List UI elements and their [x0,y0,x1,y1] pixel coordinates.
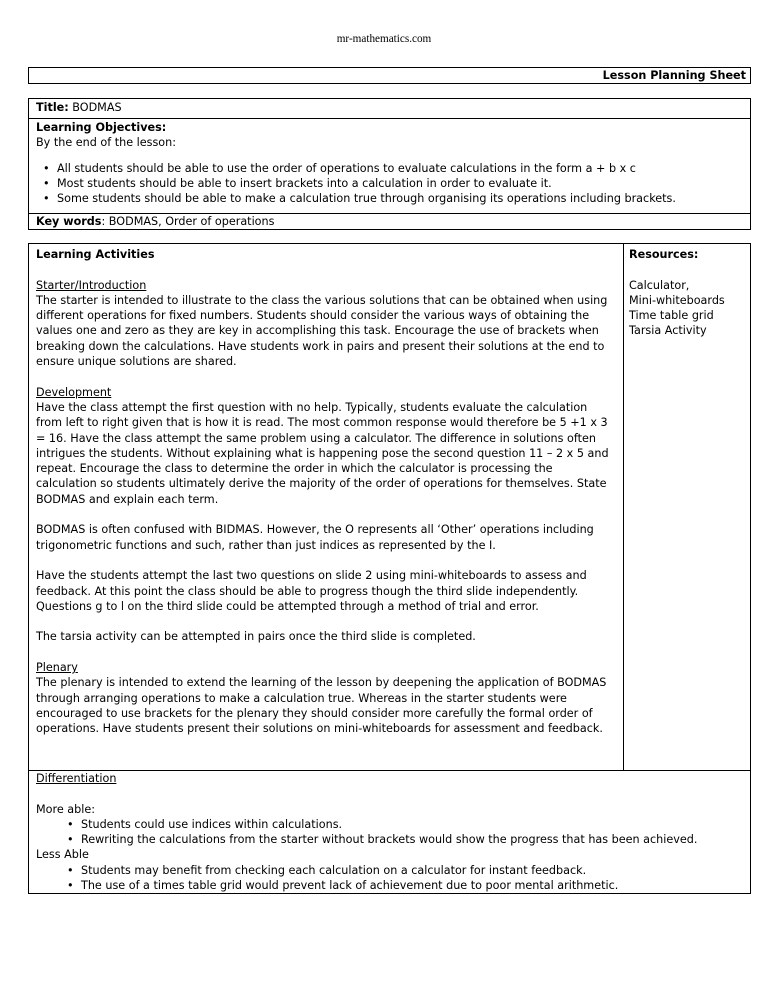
less-able-list [36,863,746,894]
resource-item: Mini-whiteboards [629,293,725,307]
objective-item: • Some students should be able to make a calculation true through organising its operations including brackets. [57,191,744,206]
more-able-list [36,817,746,848]
starter-heading: Starter/Introduction [36,278,147,292]
development-text: Have the class attempt the first question with no help. Typically, students evaluate the calculation from left to right given that is how it is read. The most common response would therefore be 5 +1 x 3 = 16. Have the class attempt the same problem using a calculator. The difference in solutions often intrigues the students. Without explaining what is happening pose the second question 11 – 2 x 5 and repeat. Encourage the class to determine the order in which the calculator is processing the calculation so students ultimately derive the majority of the order of operations for themselves. State BODMAS and explain each term. [36,400,609,506]
resource-item: Time table grid [629,309,714,323]
title-row [36,100,122,115]
objectives-section [36,120,744,206]
sheet-title: Lesson Planning Sheet [602,69,746,82]
objective-item: • Most students should be able to insert brackets into a calculation in order to evaluate it. [57,176,744,191]
keywords-value: : BODMAS, Order of operations [101,215,275,228]
tarsia-text: The tarsia activity can be attempted in pairs once the third slide is completed. [36,630,476,644]
activities-box [28,243,751,894]
resource-item: Tarsia Activity [629,324,707,338]
objectives-intro: By the end of the lesson: [36,136,177,150]
title-value: BODMAS [72,101,122,114]
site-name: mr-mathematics.com [336,33,432,45]
development-heading: Development [36,385,112,399]
resources-heading: Resources: [629,248,699,261]
activities-heading: Learning Activities [36,248,155,261]
sheet-header [28,67,751,84]
resources-column [629,247,747,339]
objectives-box [28,98,751,230]
objectives-heading: Learning Objectives: [36,121,167,134]
bodmas-text: BODMAS is often confused with BIDMAS. However, the O represents all ‘Other’ operations including trigonometric functions and such, rather than just indices as represented by the I. [36,523,594,552]
objectives-list [36,161,744,207]
less-able-item: • Students may benefit from checking each calculation on a calculator for instant feedback. [81,863,746,878]
activities-column [36,247,614,737]
plenary-heading: Plenary [36,661,78,675]
objective-item: • All students should be able to use the order of operations to evaluate calculations in the form a + b x c [57,161,744,176]
keywords-row [36,214,274,229]
plenary-text: The plenary is intended to extend the learning of the lesson by deepening the application of BODMAS through arranging operations to make a calculation true. Whereas in the starter students were encouraged to use brackets for the plenary they should consider more carefully the formal order of operations. Have students present their solutions on mini-whiteboards for assessment and feedback. [36,676,607,736]
title-label: Title: [36,101,69,114]
resource-item: Calculator, [629,278,690,292]
less-able-item: • The use of a times table grid would prevent lack of achievement due to poor mental arithmetic. [81,878,746,893]
keywords-label: Key words [36,215,102,228]
more-able-label: More able: [36,802,96,816]
differentiation-section [36,771,746,893]
more-able-item: • Rewriting the calculations from the starter without brackets would show the progress that has been achieved. [81,832,746,847]
more-able-item: • Students could use indices within calculations. [81,817,746,832]
starter-text: The starter is intended to illustrate to the class the various solutions that can be obtained when using different operations for fixed numbers. Students should consider the various ways of obtaining the values one and zero as they are key in accomplishing this task. Encourage the use of brackets when breaking down the calculations. Have students work in pairs and present their solutions at the end to ensure unique solutions are shared. [36,293,608,369]
less-able-label: Less Able [36,848,89,862]
slide-text: Have the students attempt the last two questions on slide 2 using mini-whiteboards to assess and feedback. At this point the class should be able to progress though the third slide independently. Questions g to l on the third slide could be attempted through a method of trial and error. [36,569,587,613]
differentiation-heading: Differentiation [36,772,117,785]
